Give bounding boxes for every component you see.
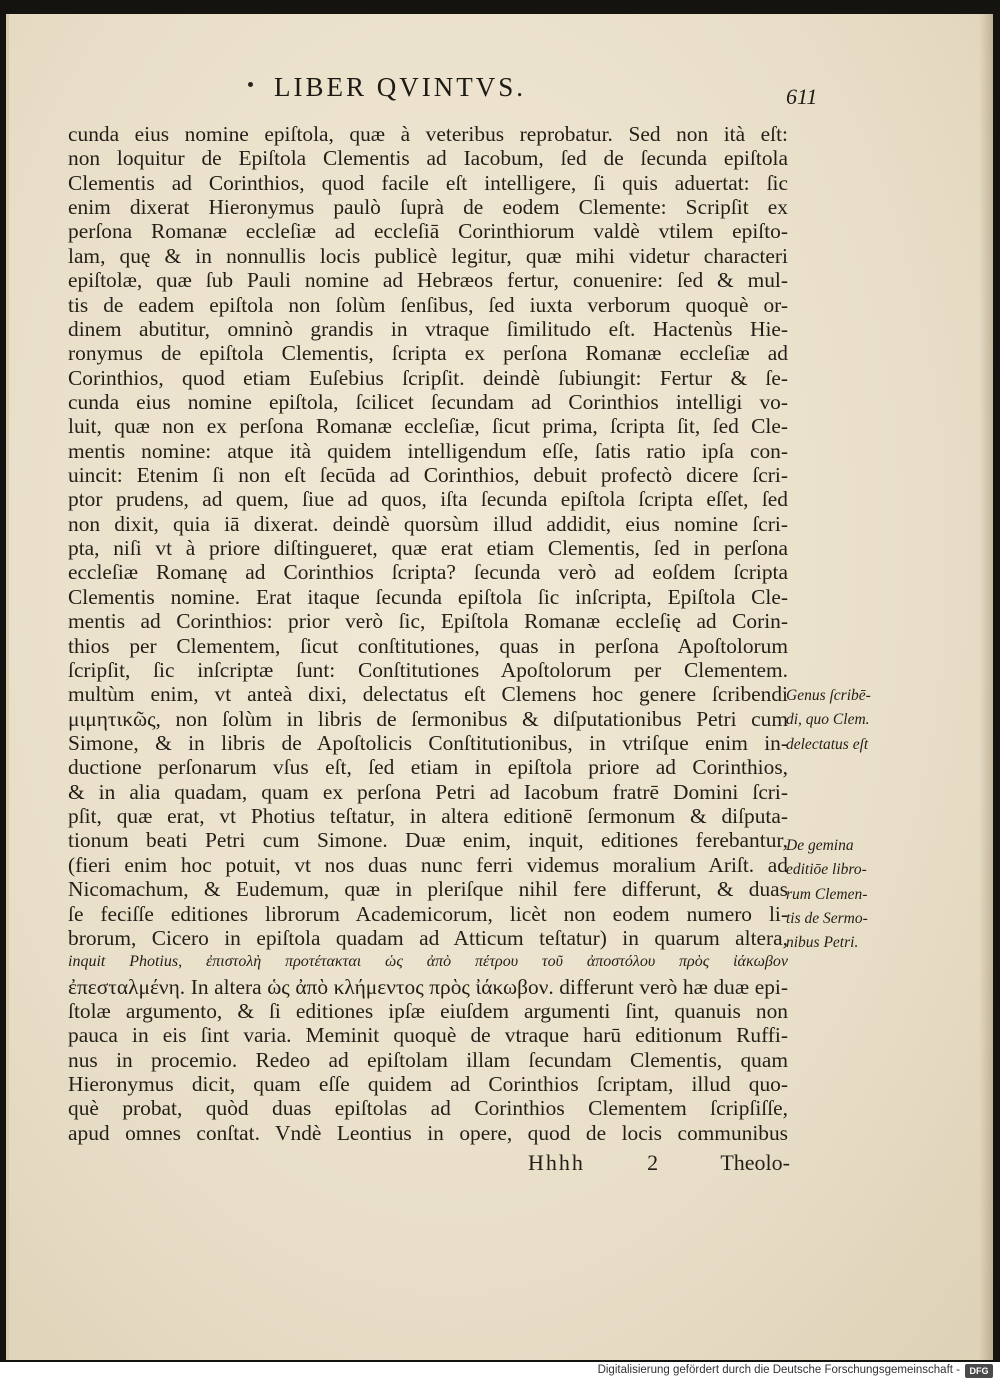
text-line: ſcripſit, ſic inſcriptæ ſunt: Conſtitutiones Apoſtolorum per Clementem.: [68, 657, 788, 682]
text-line: non dixit, quia iā dixerat. deindè quorsùm illud addidit, eius nomine ſcri-: [68, 511, 788, 536]
marginal-note-line: nibus Petri.: [786, 934, 859, 952]
text-line: multùm enim, vt anteà dixi, delectatus eſt Clemens hoc genere ſcribendi: [68, 682, 788, 707]
text-line-greek: inquit Photius, ἐπιστολὴ προτέτακται ὡς ἀπὸ πέτρου τοῦ ἀποστόλου πρὸς ἰάκωβον: [68, 953, 788, 971]
catchword-line: [528, 1150, 790, 1176]
text-line: ſtolæ argumento, & ſi editiones ipſæ eiuſdem argumenti ſint, quanuis non: [68, 998, 788, 1023]
text-line: uincit: Etenim ſi non eſt ſecūda ad Corinthios, debuit profectò dicere ſcri-: [68, 463, 788, 488]
signature-number: 2: [647, 1150, 659, 1175]
marginal-note-gemina: [786, 834, 906, 956]
text-line: & in alia quadam, quam ex perſona Petri ad Iacobum fratrē Domini ſcri-: [68, 779, 788, 804]
ornament-dot: [248, 82, 253, 87]
text-line: Hieronymus dicit, quam eſſe quidem ad Corinthios ſcriptam, illud quo-: [68, 1072, 788, 1097]
text-line: thios per Clementem, ſicut conſtitutiones, quas in perſona Apoſtolorum: [68, 633, 788, 658]
marginal-note-line: di, quo Clem.: [786, 711, 870, 729]
text-line: Corinthios, quod etiam Euſebius ſcripſit. deindè ſubiungit: Fertur & ſe-: [68, 365, 788, 390]
marginal-note-line: tis de Sermo-: [786, 910, 868, 928]
marginal-note-line: De gemina: [786, 837, 854, 854]
running-head: LIBER QVINTVS.: [274, 72, 526, 102]
text-line: cunda eius nomine epiſtola, ſcilicet ſecundam ad Corinthios intelligi vo-: [68, 389, 788, 414]
text-line: Nicomachum, & Eudemum, quæ in pleriſque nihil fere differunt, & duas: [68, 877, 788, 902]
text-line: ſe feciſſe editiones librorum Academicorum, licèt non eodem numero li-: [68, 901, 788, 926]
dfg-logo-icon: DFG: [965, 1364, 993, 1378]
text-line: perſona Romanæ eccleſiæ ad eccleſiā Corinthiorum valdè vtilem epiſto-: [68, 219, 788, 244]
text-line: lam, quę & in nonnullis locis publicè legitur, quæ mihi videtur characteri: [68, 243, 788, 268]
text-line: non loquitur de Epiſtola Clementis ad Iacobum, ſed de ſecunda epiſtola: [68, 146, 788, 171]
marginal-note-genus: [786, 684, 906, 757]
text-line: ἐπεσταλμένη. In altera ὡς ἀπὸ κλήμεντος πρὸς ἰάκωβον. differunt verò hæ duæ epi-: [68, 974, 788, 999]
text-line: ronymus de epiſtola Clementis, ſcripta ex perſona Romanæ eccleſiæ ad: [68, 341, 788, 366]
text-line: epiſtolæ, quæ ſub Pauli nomine ad Hebræos fertur, conuenire: ſed & mul-: [68, 268, 788, 293]
text-line: ptor prudens, ad quem, ſiue ad quos, iſta ſecunda epiſtola ſcripta eſſet, ſed: [68, 487, 788, 512]
marginal-note-line: editiōe libro-: [786, 861, 867, 879]
text-line: mentis nomine: atque ità quidem intelligendum eſſe, ſatis ratio ipſa con-: [68, 438, 788, 463]
text-line: cunda eius nomine epiſtola, quæ à veteribus reprobatur. Sed non ità eſt:: [68, 122, 788, 146]
text-line: tis de eadem epiſtola non ſolùm ſenſibus, ſed iuxta verborum quoquè or-: [68, 292, 788, 317]
text-line: què probat, quòd duas epiſtolas ad Corinthios Clementem ſcripſiſſe,: [68, 1096, 788, 1121]
text-line: tionum beati Petri cum Simone. Duæ enim, inquit, editiones ferebantur,: [68, 828, 788, 853]
text-line: Simone, & in libris de Apoſtolicis Conſtitutionibus, in vtriſque enim in-: [68, 730, 788, 755]
text-line: Clementis nomine. Erat itaque ſecunda epiſtola ſic inſcripta, Epiſtola Cle-: [68, 584, 788, 609]
text-line: (fieri enim hoc potuit, vt nos duas nunc ferri videmus moralium Ariſt. ad: [68, 852, 788, 877]
marginal-note-line: Genus ſcribē-: [786, 687, 871, 704]
text-line: μιμητικῶς, non ſolùm in libris de ſermonibus & diſputationibus Petri cum: [68, 706, 788, 731]
text-line: pta, niſi vt à priore diſtingueret, quæ erat etiam Clementis, ſed in perſona: [68, 536, 788, 561]
signature-mark: Hhhh: [528, 1150, 585, 1175]
text-line: enim dixerat Hieronymus paulò ſuprà de eodem Clemente: Scripſit ex: [68, 195, 788, 220]
page-number: 611: [786, 84, 818, 109]
text-line: ductione perſonarum vſus eſt, ſed etiam in epiſtola priore ad Corinthios,: [68, 755, 788, 780]
text-line: dinem abutitur, omninò grandis in vtraque ſimilitudo eſt. Hactenùs Hie-: [68, 316, 788, 341]
body-text: [68, 122, 788, 1145]
text-line: eccleſiæ Romanę ad Corinthios ſcripta? ſecunda verò ad eoſdem ſcripta: [68, 560, 788, 585]
text-line: pauca in eis ſint varia. Meminit quoquè de vtraque harū editionum Ruffi-: [68, 1023, 788, 1048]
catchword: Theolo-: [720, 1150, 790, 1175]
marginal-note-line: rum Clemen-: [786, 885, 868, 903]
text-line: apud omnes conſtat. Vndè Leontius in opere, quod de locis communibus: [68, 1120, 788, 1145]
text-line: luit, quæ non ex perſona Romanæ eccleſiæ, ſicut prima, ſcripta ſit, ſed Cle-: [68, 414, 788, 439]
footer-credit: Digitalisierung gefördert durch die Deutsche Forschungsgemeinschaft -: [597, 1364, 960, 1376]
text-line: brorum, Cicero in epiſtola quadam ad Atticum teſtatur) in quarum altera,: [68, 925, 788, 950]
text-line: nus in procemio. Redeo ad epiſtolam illam ſecundam Clementis, quam: [68, 1047, 788, 1072]
text-line: Clementis ad Corinthios, quod facile eſt intelligere, ſi quis aduertat: ſic: [68, 170, 788, 195]
marginal-note-line: delectatus eſt: [786, 735, 869, 753]
text-line: pſit, quæ erat, vt Photius teſtatur, in altera editionē ſermonum & diſputa-: [68, 804, 788, 829]
text-line: mentis ad Corinthios: prior verò ſic, Epiſtola Romanæ eccleſię ad Corin-: [68, 609, 788, 634]
